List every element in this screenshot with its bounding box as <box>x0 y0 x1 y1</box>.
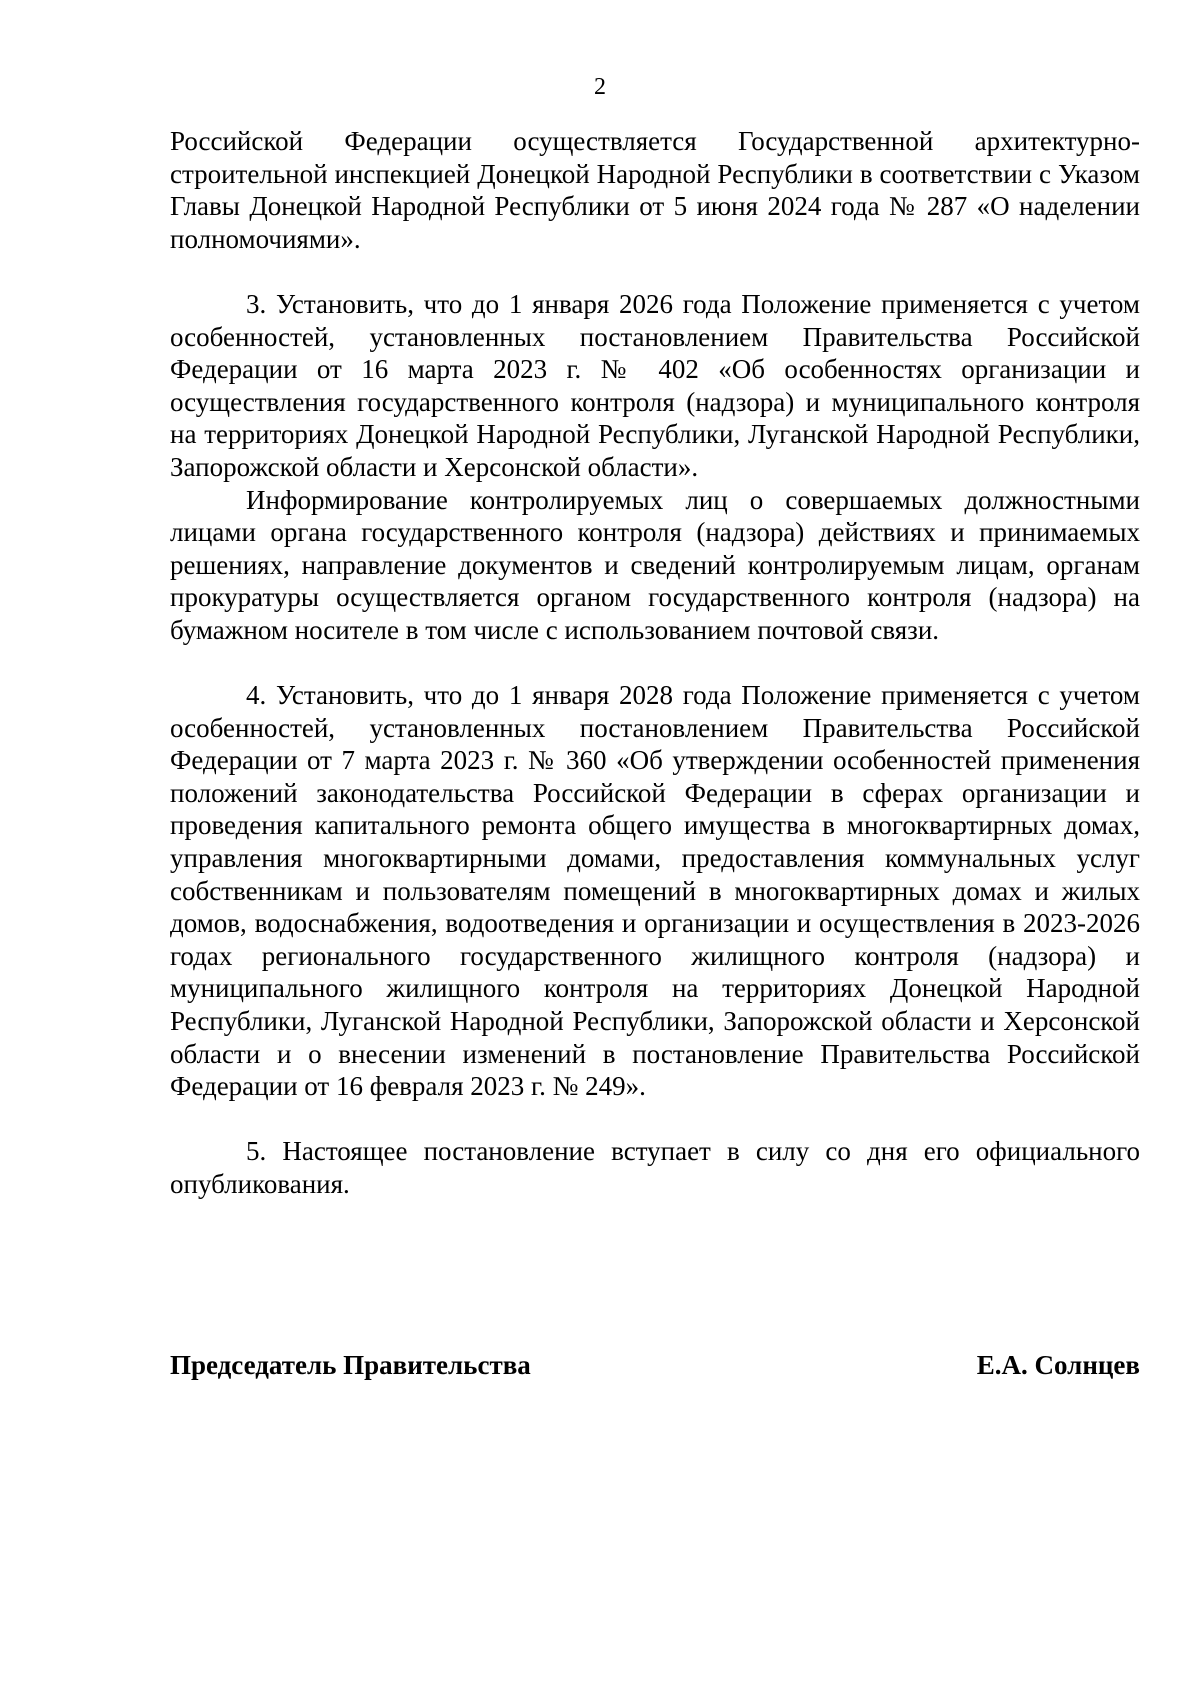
paragraph-item-5: 5. Настоящее постановление вступает в силу со дня его официального опубликования. <box>170 1136 1140 1199</box>
paragraph-spacer <box>170 255 1140 288</box>
signatory-position: Председатель Правительства <box>170 1350 531 1380</box>
paragraph-spacer <box>170 1103 1140 1136</box>
signature-block <box>170 1348 1140 1382</box>
paragraph-item-3: 3. Установить, что до 1 января 2026 года Положение применяется с учетом особенностей, установленных постановлением Правительства Российской Федерации от 16 марта 2023 г. № 402 «Об особенностях организации и осуществления государственного контроля (надзора) и муниципального контроля на территориях Донецкой Народной Республики, Луганской Народной Республики, Запорожской области и Херсонской области». <box>170 288 1140 482</box>
page-number: 2 <box>594 74 606 100</box>
document-body <box>170 125 1140 1201</box>
paragraph-item-4: 4. Установить, что до 1 января 2028 года Положение применяется с учетом особенностей, установленных постановлением Правительства Российской Федерации от 7 марта 2023 г. № 360 «Об утверждении особенностей применения положений законодательства Российской Федерации в сферах организации и проведения капитального ремонта общего имущества в многоквартирных домах, управления многоквартирными домами, предоставления коммунальных услуг собственникам и пользователям помещений в многоквартирных домах и жилых домов, водоснабжения, водоотведения и организации и осуществления в 2023-2026 годах регионального государственного жилищного контроля (надзора) и муниципального жилищного контроля на территориях Донецкой Народной Республики, Луганской Народной Республики, Запорожской области и Херсонской области и о внесении изменений в постановление Правительства Российской Федерации от 16 февраля 2023 г. № 249». <box>170 680 1140 1102</box>
signatory-name: Е.А. Солнцев <box>976 1350 1140 1380</box>
paragraph-item-3-informing: Информирование контролируемых лиц о совершаемых должностными лицами органа государственного контроля (надзора) действиях и принимаемых решениях, направление документов и сведений контролируемым лицам, органам прокуратуры осуществляется органом государственного контроля (надзора) на бумажном носителе в том числе с использованием почтовой связи. <box>170 484 1140 645</box>
paragraph-spacer <box>170 647 1140 680</box>
paragraph-continuation: Российской Федерации осуществляется Государственной архитектурно-строительной инспекцией Донецкой Народной Республики в соответствии с Указом Главы Донецкой Народной Республики от 5 июня 2024 года № 287 «О наделении полномочиями». <box>170 126 1140 254</box>
